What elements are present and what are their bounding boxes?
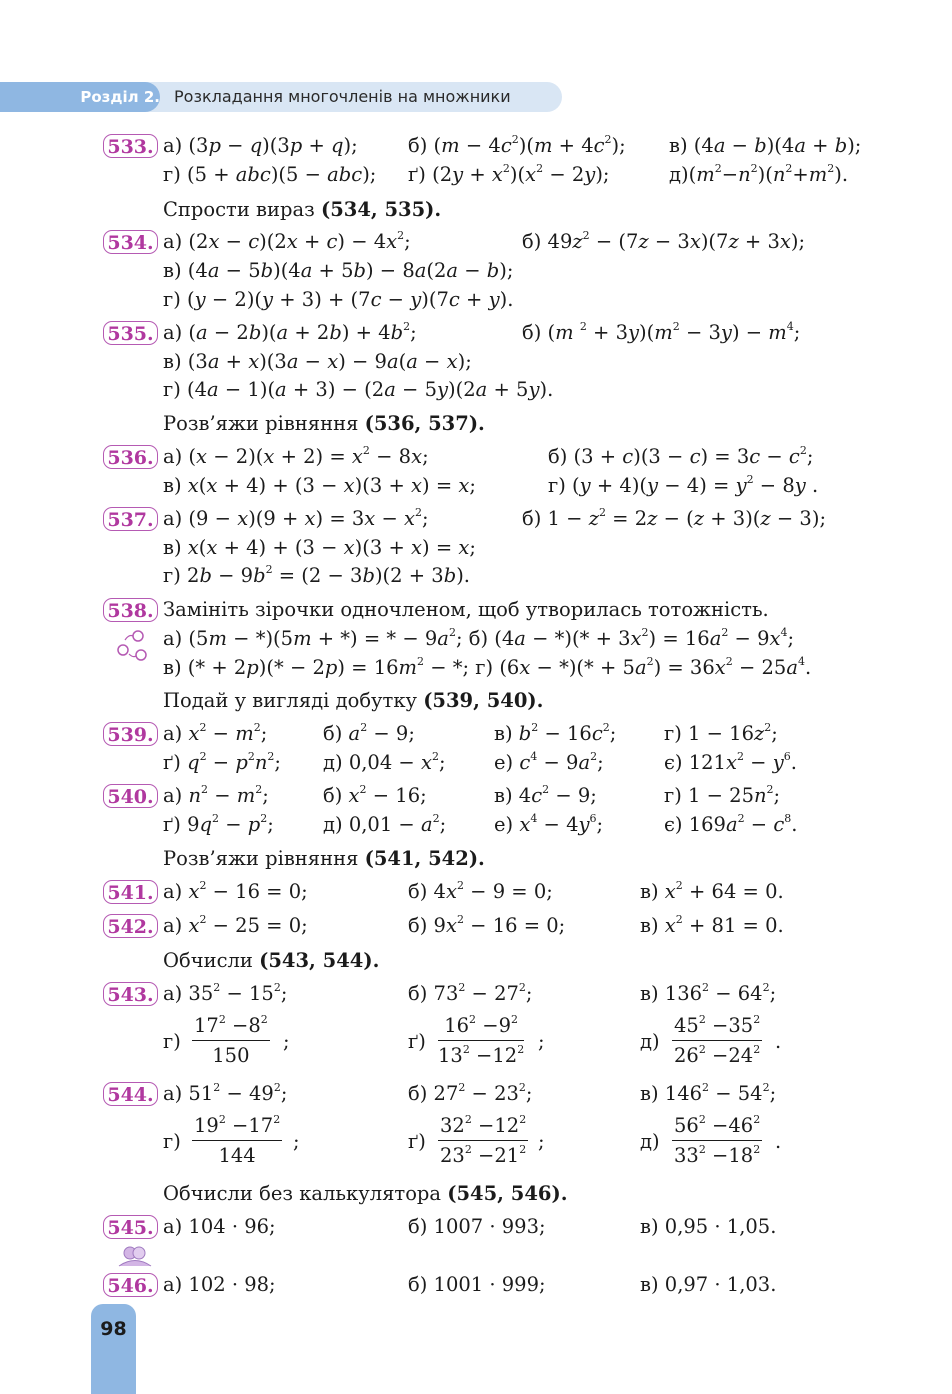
exercise-number: 540. <box>103 784 158 808</box>
exercise-number: 539. <box>103 722 158 746</box>
pair-work-icon <box>113 628 153 664</box>
section-label: Розділ 2. <box>0 82 160 112</box>
exercise-number: 534. <box>103 230 158 254</box>
exercise-number: 544. <box>103 1082 158 1106</box>
exercise-number: 537. <box>103 507 158 531</box>
exercise-number: 546. <box>103 1273 158 1297</box>
exercise-number: 536. <box>103 445 158 469</box>
exercise-number: 543. <box>103 982 158 1006</box>
page-number-tab <box>91 1304 136 1394</box>
section-header <box>0 82 562 112</box>
exercise-number: 533. <box>103 134 158 158</box>
group-work-icon <box>117 1245 153 1267</box>
exercise-number: 542. <box>103 914 158 938</box>
exercise-number: 541. <box>103 880 158 904</box>
page-number: 98 <box>100 1318 127 1340</box>
exercise-number: 538. <box>103 598 158 622</box>
exercise-number: 535. <box>103 321 158 345</box>
exercise-number: 545. <box>103 1215 158 1239</box>
section-title: Розкладання многочленів на множники <box>174 87 511 106</box>
